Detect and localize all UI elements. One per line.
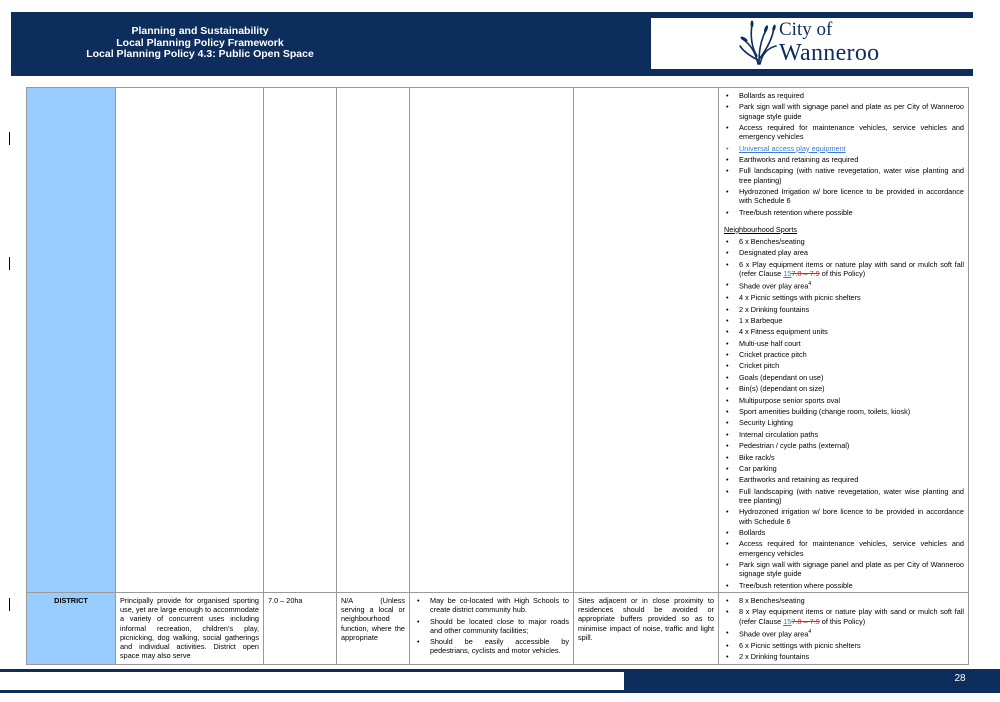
list-item	[723, 260, 964, 278]
header-line-3: Local Planning Policy 4.3: Public Open Space	[86, 48, 314, 60]
list-item: • Earthworks and retaining as required	[723, 155, 964, 164]
location-list	[414, 596, 569, 656]
list-item: • Access required for maintenance vehicles, service vehicles and emergency vehicles	[723, 123, 964, 141]
header-line-2: Local Planning Policy Framework	[116, 36, 284, 49]
shade-text: Shade over play area	[739, 629, 809, 639]
list-item: • May be co-located with High Schools to create district community hub.	[414, 596, 569, 614]
header-line-1: Planning and Sustainability	[131, 25, 269, 37]
list-item: • 6 x Picnic settings with picnic shelters	[723, 641, 964, 650]
clause-inserted: 15	[783, 616, 792, 626]
list-item: • Should be easily accessible by pedestrians, cyclists and motor vehicles.	[414, 637, 569, 655]
size-cell: 7.0 – 20ha	[264, 592, 337, 664]
logo-wordmark	[779, 20, 879, 65]
clause-inserted: 15	[783, 268, 792, 278]
location-cell	[410, 592, 574, 664]
list-item: • Earthworks and retaining as required	[723, 475, 964, 484]
description-cell	[116, 88, 264, 593]
list-item: • Internal circulation paths	[723, 430, 964, 439]
facilities-cell	[719, 592, 969, 664]
footnote-ref: 4	[808, 281, 812, 288]
list-item	[723, 280, 964, 291]
list-item: • Cricket pitch	[723, 361, 964, 370]
clause-deleted: 7.8 – 7.9	[791, 268, 820, 278]
list-item	[723, 628, 964, 639]
list-item: • Pedestrian / cycle paths (external)	[723, 441, 964, 450]
list-item: • Tree/bush retention where possible	[723, 208, 964, 217]
list-item: • Park sign wall with signage panel and plate as per City of Wanneroo signage style guide	[723, 102, 964, 120]
list-item: • Should be located close to major roads and other community facilities;	[414, 617, 569, 635]
list-item: • Security Lighting	[723, 418, 964, 427]
location-cell	[410, 88, 574, 593]
list-item: • 6 x Benches/seating	[723, 237, 964, 246]
list-item	[723, 607, 964, 625]
list-item: • Cricket practice pitch	[723, 350, 964, 359]
list-item: • Park sign wall with signage panel and plate as per City of Wanneroo signage style guide	[723, 560, 964, 578]
list-item: • Hydrozoned Irrigation w/ bore licence to be provided in accordance with Schedule 6	[723, 187, 964, 205]
policy-table	[26, 87, 969, 665]
category-cell: DISTRICT	[27, 592, 116, 664]
facilities-list	[723, 596, 964, 661]
category-cell	[27, 88, 116, 593]
facilities-cell	[719, 88, 969, 593]
page-number: 28	[954, 673, 966, 684]
footnote-ref: 4	[808, 628, 812, 635]
subheading-neighbourhood-sports: Neighbourhood Sports	[724, 224, 798, 234]
list-item: • Multi-use half court	[723, 339, 964, 348]
list-item: • Car parking	[723, 464, 964, 473]
play-text-end: of this Policy)	[819, 268, 866, 278]
list-item: • Designated play area	[723, 248, 964, 257]
change-bar	[9, 132, 10, 145]
list-item: • Tree/bush retention where possible	[723, 581, 964, 590]
universal-access-link[interactable]: • Universal access play equipment	[723, 144, 964, 153]
list-item: • Bin(s) (dependant on size)	[723, 384, 964, 393]
adjacent-cell	[574, 88, 719, 593]
change-bar	[9, 257, 10, 270]
catchment-cell: N/A (Unless serving a local or neighbourhood function, where the appropriate	[337, 592, 410, 664]
table-row-district	[27, 592, 969, 664]
list-item: • Bollards	[723, 528, 964, 537]
list-item: • Bollards as required	[723, 91, 964, 100]
play-text: 6 x Play equipment items or nature play with sand or mulch soft fall (refer Clause	[739, 259, 964, 278]
logo-line-1: City of	[779, 19, 833, 40]
list-item: • 2 x Drinking fountains	[723, 305, 964, 314]
list-item: • 2 x Drinking fountains	[723, 652, 964, 661]
list-item: • 4 x Fitness equipment units	[723, 327, 964, 336]
description-cell: Principally provide for organised sporting use, yet are large enough to accommodate a variety of concurrent uses including informal recreation, children’s play, picnicking, dog walking, social gatherings and individual activities. District open space may also serve	[116, 592, 264, 664]
header-rule	[11, 73, 973, 76]
footer-rule-bottom	[0, 690, 1000, 693]
list-item: • Goals (dependant on use)	[723, 373, 964, 382]
adjacent-cell: Sites adjacent or in close proximity to residences should be avoided or appropriate buffers provided so as to minimise impact of noise, traffic and light spill.	[574, 592, 719, 664]
list-item: • Access required for maintenance vehicles, service vehicles and emergency vehicles	[723, 539, 964, 557]
city-logo-icon	[738, 20, 778, 66]
list-item: • 4 x Picnic settings with picnic shelters	[723, 293, 964, 302]
play-text: 8 x Play equipment items or nature play with sand or mulch soft fall (refer Clause	[739, 607, 964, 626]
play-text-end: of this Policy)	[819, 616, 866, 626]
list-item: • Bike rack/s	[723, 453, 964, 462]
change-bar	[9, 598, 10, 611]
shade-text: Shade over play area	[739, 281, 809, 291]
list-item: • Full landscaping (with native revegetation, water wise planting and tree planting)	[723, 487, 964, 505]
list-item: • Hydrozoned irrigation w/ bore licence to be provided in accordance with Schedule 6	[723, 507, 964, 525]
size-cell	[264, 88, 337, 593]
logo-line-2: Wanneroo	[779, 40, 880, 66]
table-row	[27, 88, 969, 593]
list-item: • 1 x Barbeque	[723, 316, 964, 325]
list-item: • Full landscaping (with native revegetation, water wise planting and tree planting)	[723, 166, 964, 184]
list-item: • Multipurpose senior sports oval	[723, 396, 964, 405]
list-item: • Sport amenities building (change room, toilets, kiosk)	[723, 407, 964, 416]
list-item: • 8 x Benches/seating	[723, 596, 964, 605]
facilities-list	[723, 91, 964, 217]
clause-deleted: 7.8 – 7.9	[791, 616, 820, 626]
facilities-list	[723, 237, 964, 590]
catchment-cell	[337, 88, 410, 593]
header-title-block	[11, 26, 389, 61]
